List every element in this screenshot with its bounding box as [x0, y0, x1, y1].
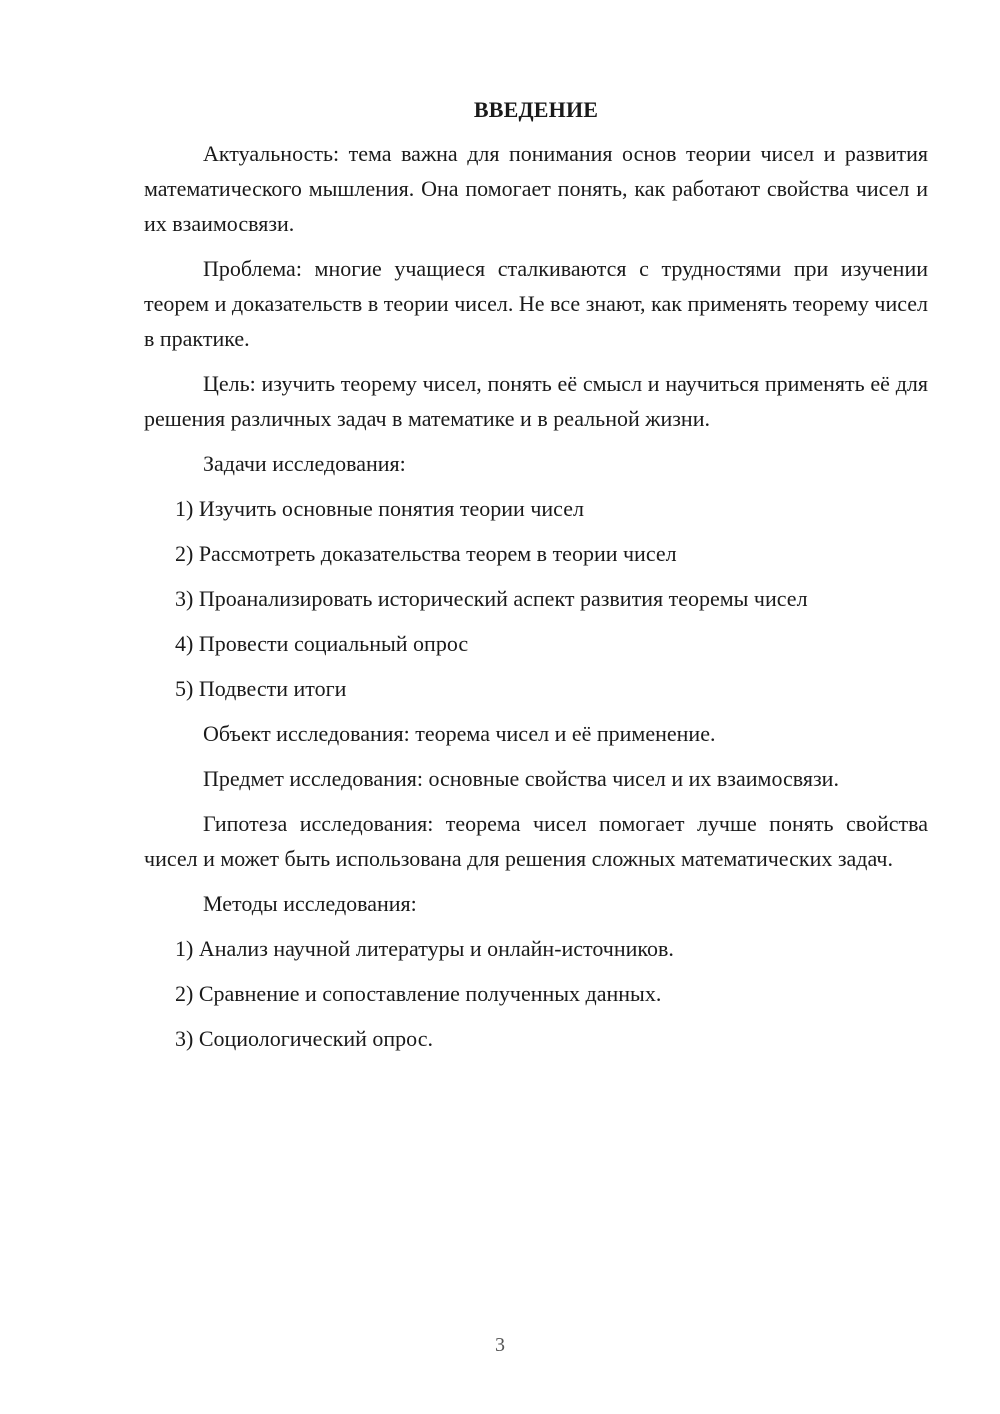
hypothesis-paragraph: Гипотеза исследования: теорема чисел помогает лучше понять свойства чисел и может быть использована для решения сложных математических задач.	[144, 811, 928, 871]
list-item: 1) Изучить основные понятия теории чисел	[175, 496, 584, 521]
goal-paragraph: Цель: изучить теорему чисел, понять её смысл и научиться применять её для решения различных задач в математике и в реальной жизни.	[144, 371, 928, 431]
subject-paragraph: Предмет исследования: основные свойства чисел и их взаимосвязи.	[203, 766, 839, 791]
list-item: 2) Рассмотреть доказательства теорем в теории чисел	[175, 541, 677, 566]
problem-paragraph: Проблема: многие учащиеся сталкиваются с трудностями при изучении теорем и доказательств в теории чисел. Не все знают, как применять теорему чисел в практике.	[144, 256, 928, 351]
list-item: 3) Социологический опрос.	[175, 1026, 433, 1051]
list-item: 1) Анализ научной литературы и онлайн-источников.	[175, 936, 674, 961]
methods-list	[144, 931, 928, 1056]
page-number: 3	[495, 1334, 505, 1356]
list-item: 2) Сравнение и сопоставление полученных данных.	[175, 981, 662, 1006]
list-item: 4) Провести социальный опрос	[175, 631, 469, 656]
list-item: 3) Проанализировать исторический аспект развития теоремы чисел	[175, 586, 808, 611]
methods-heading: Методы исследования:	[203, 891, 417, 916]
relevance-paragraph: Актуальность: тема важна для понимания основ теории чисел и развития математического мышления. Она помогает понять, как работают свойства чисел и их взаимосвязи.	[144, 141, 928, 236]
section-title: ВВЕДЕНИЕ	[473, 97, 599, 122]
tasks-heading: Задачи исследования:	[203, 451, 406, 476]
object-paragraph: Объект исследования: теорема чисел и её применение.	[203, 721, 716, 746]
document-page	[144, 94, 928, 1066]
list-item: 5) Подвести итоги	[175, 676, 347, 701]
tasks-list	[144, 491, 928, 706]
